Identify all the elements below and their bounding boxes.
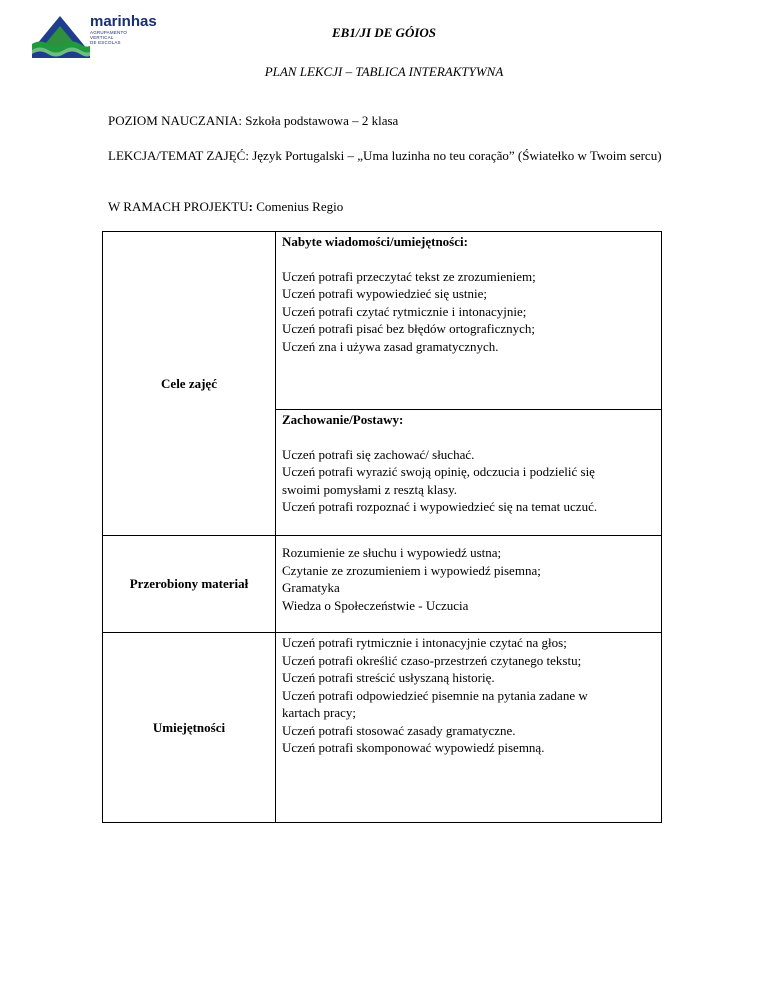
goals-label: Cele zajęć: [103, 232, 276, 536]
project-line: [108, 198, 668, 215]
level-label: POZIOM NAUCZANIA:: [108, 113, 242, 128]
list-item: Uczeń potrafi wypowiedzieć się ustnie;: [282, 286, 488, 301]
list-item: Wiedza o Społeczeństwie - Uczucia: [282, 597, 469, 613]
list-item: Uczeń potrafi określić czaso-przestrzeń czytanego tekstu;: [282, 652, 582, 668]
list-item: swoimi pomysłami z resztą klasy.: [282, 481, 457, 497]
page-title: PLAN LEKCJI – TABLICA INTERAKTYWNA: [264, 64, 504, 79]
lesson-plan-table: [102, 231, 662, 823]
list-item: Uczeń zna i używa zasad gramatycznych.: [282, 338, 499, 354]
knowledge-cell: [276, 232, 662, 410]
list-item: Uczeń potrafi rytmicznie i intonacyjnie czytać na głos;: [282, 635, 567, 650]
list-item: Uczeń potrafi skomponować wypowiedź pisemną.: [282, 740, 545, 755]
topic-value: Język Portugalski – „Uma luzinha no teu coração” (Światełko w Twoim sercu): [248, 148, 662, 163]
project-label: W RAMACH PROJEKTU: [108, 199, 249, 214]
list-item: Gramatyka: [282, 580, 340, 595]
list-item: Uczeń potrafi się zachować/ słuchać.: [282, 446, 475, 462]
list-item: Uczeń potrafi czytać rytmicznie i intonacyjnie;: [282, 303, 527, 319]
list-item: Uczeń potrafi odpowiedzieć pisemnie na pytania zadane w: [282, 687, 588, 703]
table-row: [103, 633, 662, 823]
material-cell: [276, 536, 662, 633]
logo-sub-3: DE ESCOLAS: [90, 40, 121, 45]
logo-sub-2: VERTICAL: [90, 35, 114, 40]
knowledge-heading: Nabyte wiadomości/umiejętności:: [282, 234, 468, 249]
level-line: [108, 112, 668, 129]
level-value: Szkoła podstawowa – 2 klasa: [241, 113, 399, 128]
school-name: EB1/JI DE GÓIOS: [331, 25, 437, 40]
material-label: Przerobiony materiał: [103, 536, 276, 633]
list-item: Uczeń potrafi stosować zasady gramatyczne.: [282, 722, 516, 738]
list-item: Uczeń potrafi rozpoznać i wypowiedzieć się na temat uczuć.: [282, 499, 598, 514]
list-item: Uczeń potrafi pisać bez błędów ortograficznych;: [282, 321, 536, 336]
logo-name: marinhas: [90, 13, 157, 30]
topic-label: LEKCJA/TEMAT ZAJĘĆ:: [108, 148, 249, 163]
table-row: [103, 536, 662, 633]
attitudes-heading: Zachowanie/Postawy:: [282, 412, 404, 427]
list-item: Uczeń potrafi wyrazić swoją opinię, odczucia i podzielić się: [282, 464, 595, 479]
table-row: [103, 232, 662, 410]
topic-line: [108, 147, 668, 164]
skills-label: Umiejętności: [103, 633, 276, 823]
list-item: Uczeń potrafi przeczytać tekst ze zrozumieniem;: [282, 268, 536, 284]
list-item: Uczeń potrafi streścić usłyszaną historię.: [282, 670, 495, 685]
attitudes-cell: [276, 410, 662, 536]
list-item: Rozumienie ze słuchu i wypowiedź ustna;: [282, 545, 502, 560]
skills-cell: [276, 633, 662, 823]
logo-sub-1: AGRUPAMENTO: [90, 30, 128, 35]
list-item: Czytanie ze zrozumieniem i wypowiedź pisemna;: [282, 562, 541, 578]
list-item: kartach pracy;: [282, 705, 356, 720]
project-value: Comenius Regio: [252, 199, 344, 214]
project-colon: :: [248, 199, 253, 214]
